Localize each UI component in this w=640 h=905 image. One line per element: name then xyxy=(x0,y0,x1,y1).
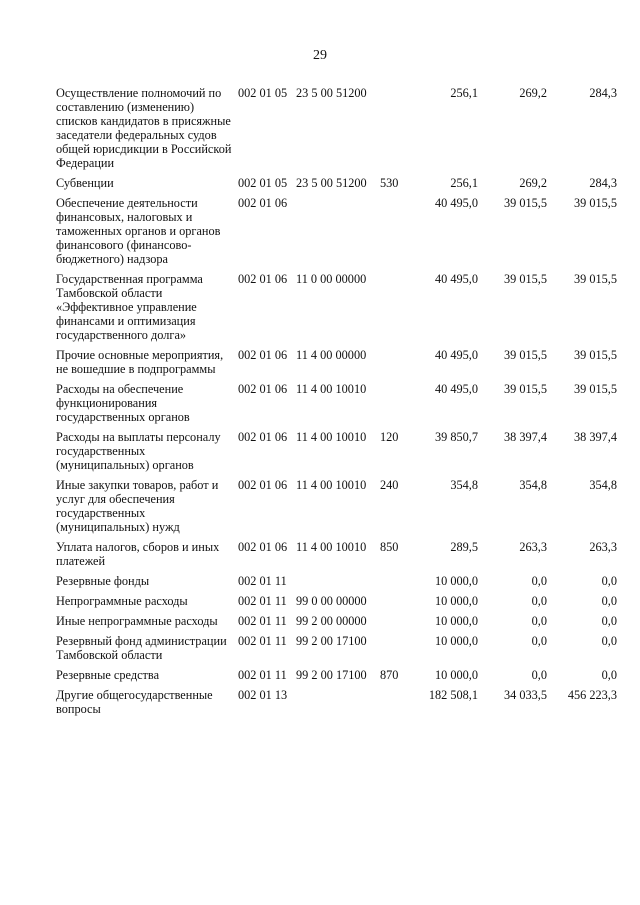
row-amount-year-3: 0,0 xyxy=(601,614,617,628)
row-expense-type xyxy=(380,86,408,176)
row-amount-year-1: 10 000,0 xyxy=(434,574,478,588)
row-amount-year-3: 284,3 xyxy=(589,86,617,100)
row-name: Государственная программа Тамбовской области «Эффективное управление финансами и оптимизация государственного долга» xyxy=(56,272,203,342)
row-amount-year-2: 38 397,4 xyxy=(503,430,547,444)
row-name: Иные непрограммные расходы xyxy=(56,614,218,628)
row-target-article: 11 4 00 00000 xyxy=(296,348,367,362)
table-row xyxy=(56,634,617,668)
row-name: Резервные средства xyxy=(56,668,160,682)
table-row xyxy=(56,348,617,382)
row-amount-year-1: 10 000,0 xyxy=(434,594,478,608)
row-expense-type xyxy=(380,594,408,614)
row-amount-year-3: 0,0 xyxy=(601,594,617,608)
row-amount-year-2: 354,8 xyxy=(519,478,547,492)
row-code: 002 01 06 xyxy=(238,430,288,444)
row-code: 002 01 11 xyxy=(238,634,287,648)
row-code: 002 01 11 xyxy=(238,574,287,588)
row-amount-year-3: 38 397,4 xyxy=(573,430,617,444)
row-name: Прочие основные мероприятия, не вошедшие в подпрограммы xyxy=(56,348,224,376)
row-amount-year-3: 456 223,3 xyxy=(567,688,617,702)
table-row xyxy=(56,614,617,634)
row-name: Расходы на выплаты персоналу государственных (муниципальных) органов xyxy=(56,430,221,472)
row-amount-year-3: 263,3 xyxy=(589,540,617,554)
row-amount-year-1: 40 495,0 xyxy=(434,348,478,362)
row-amount-year-2: 0,0 xyxy=(531,668,547,682)
row-name: Субвенции xyxy=(56,176,114,190)
row-expense-type: 120 xyxy=(380,430,399,444)
row-expense-type xyxy=(380,382,408,430)
row-amount-year-2: 0,0 xyxy=(531,594,547,608)
row-target-article: 99 0 00 00000 xyxy=(296,594,367,608)
row-name: Обеспечение деятельности финансовых, налоговых и таможенных органов и органов финансового (финансово-бюджетного) надзора xyxy=(56,196,221,266)
row-amount-year-3: 354,8 xyxy=(589,478,617,492)
row-code: 002 01 11 xyxy=(238,614,287,628)
row-name: Иные закупки товаров, работ и услуг для обеспечения государственных (муниципальных) нужд xyxy=(56,478,219,534)
row-amount-year-2: 263,3 xyxy=(519,540,547,554)
row-name: Резервный фонд администрации Тамбовской области xyxy=(56,634,227,662)
row-amount-year-2: 269,2 xyxy=(519,86,547,100)
row-name: Уплата налогов, сборов и иных платежей xyxy=(56,540,220,568)
row-amount-year-1: 40 495,0 xyxy=(434,272,478,286)
table-row xyxy=(56,272,617,348)
row-code: 002 01 06 xyxy=(238,382,288,396)
row-amount-year-1: 289,5 xyxy=(450,540,478,554)
row-amount-year-2: 0,0 xyxy=(531,634,547,648)
row-amount-year-3: 0,0 xyxy=(601,634,617,648)
row-amount-year-2: 39 015,5 xyxy=(503,348,547,362)
table-row xyxy=(56,430,617,478)
row-expense-type xyxy=(380,196,408,272)
row-target-article: 23 5 00 51200 xyxy=(296,176,367,190)
row-expense-type xyxy=(380,348,408,382)
table-row xyxy=(56,382,617,430)
row-code: 002 01 06 xyxy=(238,272,288,286)
table-row xyxy=(56,668,617,688)
row-amount-year-1: 182 508,1 xyxy=(428,688,478,702)
row-expense-type xyxy=(380,634,408,668)
row-target-article: 11 4 00 10010 xyxy=(296,540,367,554)
row-amount-year-1: 256,1 xyxy=(450,86,478,100)
row-expense-type: 870 xyxy=(380,668,399,682)
table-row xyxy=(56,688,617,722)
row-amount-year-2: 39 015,5 xyxy=(503,382,547,396)
row-code: 002 01 05 xyxy=(238,86,288,100)
row-amount-year-3: 39 015,5 xyxy=(573,348,617,362)
row-amount-year-2: 269,2 xyxy=(519,176,547,190)
row-amount-year-2: 39 015,5 xyxy=(503,196,547,210)
page-number: 29 xyxy=(313,48,327,63)
row-amount-year-3: 0,0 xyxy=(601,574,617,588)
row-target-article xyxy=(296,196,380,272)
row-target-article: 23 5 00 51200 xyxy=(296,86,367,100)
row-code: 002 01 05 xyxy=(238,176,288,190)
row-target-article xyxy=(296,574,380,594)
row-amount-year-1: 10 000,0 xyxy=(434,614,478,628)
row-expense-type: 850 xyxy=(380,540,399,554)
row-amount-year-3: 39 015,5 xyxy=(573,382,617,396)
row-target-article: 11 4 00 10010 xyxy=(296,478,367,492)
row-amount-year-2: 34 033,5 xyxy=(503,688,547,702)
table-row xyxy=(56,86,617,176)
table-row xyxy=(56,540,617,574)
row-name: Непрограммные расходы xyxy=(56,594,188,608)
row-target-article: 99 2 00 17100 xyxy=(296,668,367,682)
table-row xyxy=(56,196,617,272)
row-amount-year-1: 354,8 xyxy=(450,478,478,492)
row-amount-year-1: 10 000,0 xyxy=(434,634,478,648)
budget-table xyxy=(56,86,617,722)
row-amount-year-1: 40 495,0 xyxy=(434,196,478,210)
row-amount-year-1: 10 000,0 xyxy=(434,668,478,682)
row-code: 002 01 06 xyxy=(238,196,288,210)
row-amount-year-2: 0,0 xyxy=(531,614,547,628)
table-row xyxy=(56,176,617,196)
row-amount-year-3: 0,0 xyxy=(601,668,617,682)
row-target-article: 99 2 00 17100 xyxy=(296,634,367,648)
row-target-article: 11 4 00 10010 xyxy=(296,382,367,396)
row-name: Расходы на обеспечение функционирования государственных органов xyxy=(56,382,190,424)
row-expense-type: 530 xyxy=(380,176,399,190)
row-expense-type: 240 xyxy=(380,478,399,492)
row-target-article: 11 0 00 00000 xyxy=(296,272,367,286)
budget-table-body xyxy=(56,86,617,722)
row-amount-year-1: 39 850,7 xyxy=(434,430,478,444)
row-code: 002 01 11 xyxy=(238,594,287,608)
row-amount-year-3: 39 015,5 xyxy=(573,196,617,210)
table-row xyxy=(56,594,617,614)
row-expense-type xyxy=(380,272,408,348)
row-expense-type xyxy=(380,688,408,722)
row-code: 002 01 06 xyxy=(238,478,288,492)
table-row xyxy=(56,574,617,594)
row-name: Другие общегосударственные вопросы xyxy=(56,688,213,716)
row-amount-year-2: 0,0 xyxy=(531,574,547,588)
row-name: Осуществление полномочий по составлению (изменению) списков кандидатов в присяжные заседатели федеральных судов общей юрисдикции в Российской Федерации xyxy=(56,86,232,170)
row-code: 002 01 13 xyxy=(238,688,288,702)
row-amount-year-2: 39 015,5 xyxy=(503,272,547,286)
row-expense-type xyxy=(380,574,408,594)
row-target-article xyxy=(296,688,380,722)
row-target-article: 99 2 00 00000 xyxy=(296,614,367,628)
row-target-article: 11 4 00 10010 xyxy=(296,430,367,444)
row-amount-year-1: 40 495,0 xyxy=(434,382,478,396)
table-row xyxy=(56,478,617,540)
row-amount-year-3: 39 015,5 xyxy=(573,272,617,286)
row-expense-type xyxy=(380,614,408,634)
row-code: 002 01 11 xyxy=(238,668,287,682)
row-name: Резервные фонды xyxy=(56,574,150,588)
row-code: 002 01 06 xyxy=(238,348,288,362)
row-amount-year-1: 256,1 xyxy=(450,176,478,190)
row-amount-year-3: 284,3 xyxy=(589,176,617,190)
row-code: 002 01 06 xyxy=(238,540,288,554)
